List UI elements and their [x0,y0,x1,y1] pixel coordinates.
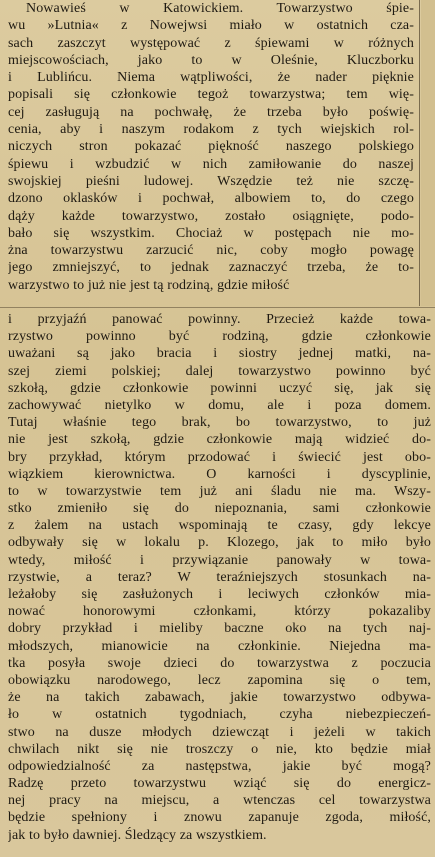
text-line: stwo na dusze młodych dziewcząt i jeżeli w takich [8,724,431,740]
text-line: rzystwie, a teraz? W teraźniejszych stosunkach na- [8,569,431,585]
section-divider [0,307,435,308]
text-line: bry przykład, którym przodować i świecić jest obo- [8,449,431,465]
text-line: i Lublińcu. Niema wątpliwości, że nader pięknie [8,70,414,86]
text-line: dzono oklasków i pochwał, albowiem to, do czego [8,191,414,207]
text-line: niczych stron pokazać piękność naszego polskiego [8,139,414,155]
text-line: cej zasługują na pochwałę, że trzeba było poświę- [8,104,414,120]
text-line: zachowywać nietylko w domu, ale i poza domem. [8,397,431,413]
text-line: uważani są jako bracia i siostry jednej matki, na- [8,346,431,362]
article-top-block [8,0,418,306]
text-line: miejscowościach, jako to w Oleśnie, Kluczborku [8,52,414,68]
text-line: dąży każde towarzystwo, zostało osiągnięte, podo- [8,208,414,224]
text-line: i przyjaźń panować powinny. Przecież każde towa- [8,312,431,327]
text-line: obowiązku narodowego, lecz zapomina się o tem, [8,672,431,688]
text-line: warzystwo to już nie jest tą rodziną, gdzie miłość [8,277,290,293]
text-line: wtedy, miłość i przywiązanie panowały w towa- [8,552,431,568]
text-line: szkołą, gdzie członkowie powinni uczyć się, jak się [8,380,431,396]
text-line: z żalem na ustach wspominają te czasy, gdy lekcye [8,518,431,534]
text-line: młodszych, mianowicie na członkinie. Niejedna ma- [8,638,431,654]
text-line: chwilach nikt się nie troszczy o nie, kto będzie miał [8,741,431,757]
text-line: ło w ostatnich tygodniach, czyha niebezpieczeń- [8,707,431,723]
text-line: odbywały się w lokalu p. Klozego, jak to miło było [8,535,431,551]
text-line: jak to było dawniej. Śledzący za wszystkiem. [8,827,267,843]
text-line: rzystwo powinno być rodziną, gdzie członkowie [8,329,431,345]
text-line: Nowawieś w Katowickiem. Towarzystwo śpie- [26,1,414,16]
text-line: sach zaszczyt występować z śpiewami w różnych [8,35,414,51]
text-line: Radzę przeto towarzystwu wziąć się do energicz- [8,776,431,792]
text-line: że na takich zabawach, jakie towarzystwo odbywa- [8,690,431,706]
text-line: nej pracy na miejscu, a wtenczas cel towarzystwa [8,793,431,809]
text-line: stko zmieniło się do niepoznania, sami członkowie [8,501,431,517]
text-line: swojskiej pieśni ludowej. Wszędzie też nie szczę- [8,173,414,189]
text-line: nować honorowymi członkami, którzy pokazaliby [8,604,431,620]
text-line: jego zmniejszyć, to jednak zaznaczyć trzeba, że to- [8,260,414,276]
text-line: wiązkiem kierownictwa. O karności i dyscyplinie, [8,466,431,482]
text-line: bało się wszystkim. Chociaż w postępach nie mo- [8,225,414,241]
text-line: śpiewu i wzbudzić w nich zamiłowanie do naszej [8,156,414,172]
text-line: Tutaj właśnie tego brak, bo towarzystwo, to już [8,415,431,431]
text-line: szej ziemi polskiej; dalej towarzystwo powinno być [8,363,431,379]
text-line: leżałoby się zasłużonych i leciwych członków mia- [8,587,431,602]
text-line: tka posyła swoje dzieci do towarzystwa z poczucia [8,655,431,671]
text-line: cenia, aby i naszym rodakom z tych wiejskich rol- [8,122,414,138]
text-line: odpowiedzialność za następstwa, jakie być mogą? [8,758,431,774]
article-bottom-block [8,311,435,857]
text-line: dobry przykład i mieliby baczne oko na tych naj- [8,621,431,637]
text-line: popisali się członkowie tegoż towarzystwa; tem wię- [8,87,414,103]
column-rule [419,0,420,306]
text-line: żna towarzystwu zarzucić nic, coby mogło powagę [8,243,414,259]
text-line: będzie spełniony i znowu zapanuje zgoda, miłość, [8,810,431,826]
page-edge-smudge [421,0,435,306]
text-line: nie jest szkołą, gdzie członkowie mają widzieć do- [8,432,431,448]
text-line: to w towarzystwie tem już ani śladu nie ma. Wszy- [8,483,431,499]
text-line: wu »Lutnia« z Nowejwsi miało w ostatnich cza- [8,18,414,34]
